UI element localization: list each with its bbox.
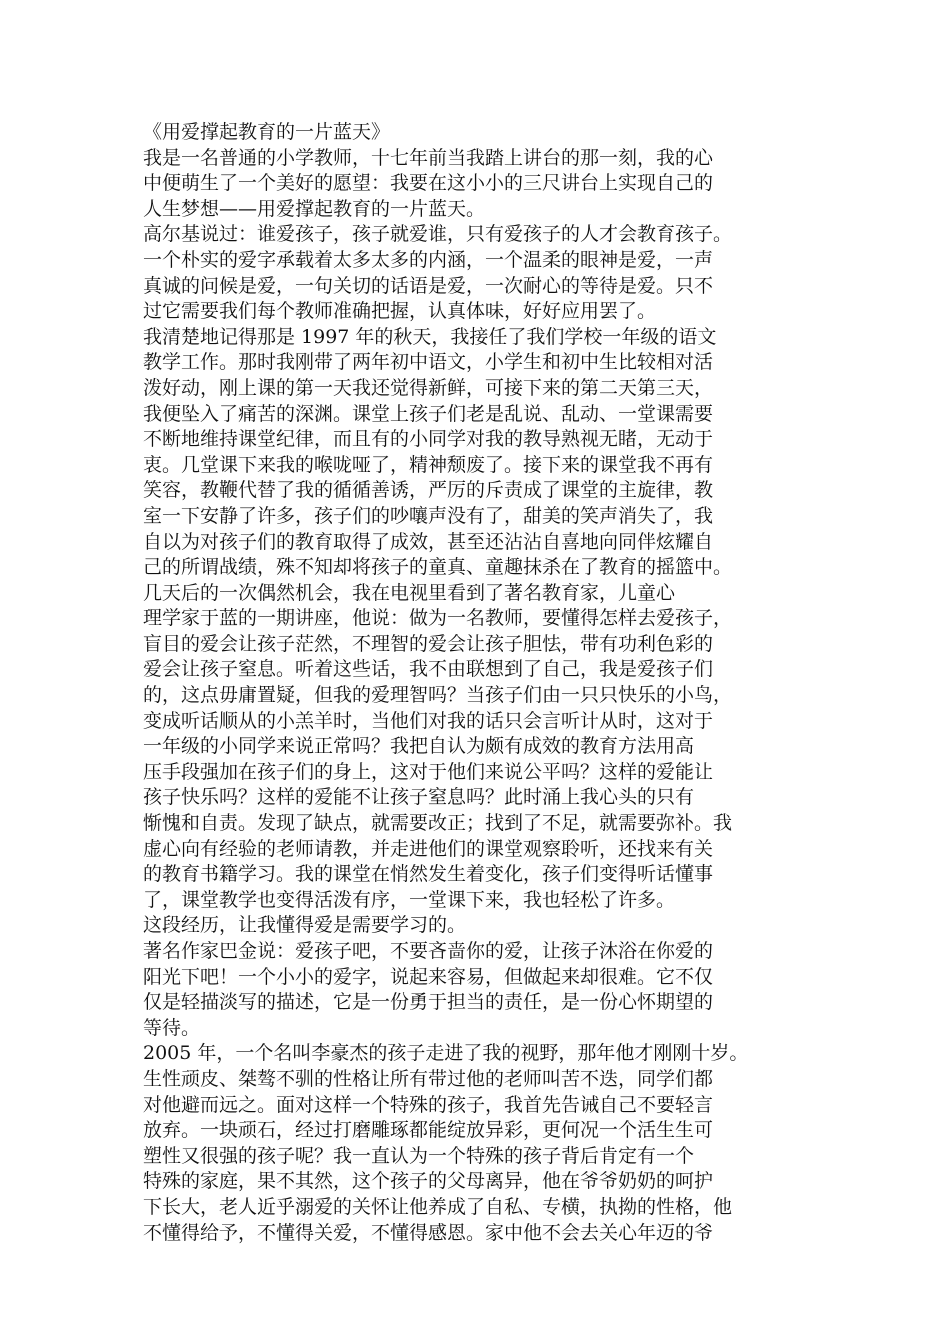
- text-line: 压手段强加在孩子们的身上，这对于他们来说公平吗？这样的爱能让: [143, 760, 714, 783]
- text-line: 的，这点毋庸置疑，但我的爱理智吗？当孩子们由一只只快乐的小鸟，: [143, 684, 733, 707]
- text-line: 放弃。一块顽石，经过打磨雕琢都能绽放异彩，更何况一个活生生可: [143, 1119, 714, 1142]
- document-title: 《用爱撑起教育的一片蓝天》: [143, 121, 391, 143]
- text-line: 盲目的爱会让孩子茫然，不理智的爱会让孩子胆怯，带有功利色彩的: [143, 632, 714, 655]
- text-line: 2005 年，一个名叫李豪杰的孩子走进了我的视野，那年他才刚刚十岁。: [143, 1042, 749, 1065]
- text-line: 我便坠入了痛苦的深渊。课堂上孩子们老是乱说、乱动、一堂课需要: [143, 402, 714, 425]
- text-line: 这段经历，让我懂得爱是需要学习的。: [143, 914, 467, 937]
- text-line: 孩子快乐吗？这样的爱能不让孩子窒息吗？此时涌上我心头的只有: [143, 786, 695, 809]
- text-line: 不懂得给予，不懂得关爱，不懂得感恩。家中他不会去关心年迈的爷: [143, 1221, 714, 1244]
- text-line: 塑性又很强的孩子呢？我一直认为一个特殊的孩子背后肯定有一个: [143, 1144, 695, 1167]
- text-line: 泼好动，刚上课的第一天我还觉得新鲜，可接下来的第二天第三天，: [143, 376, 714, 399]
- text-line: 对他避而远之。面对这样一个特殊的孩子，我首先告诫自己不要轻言: [143, 1093, 714, 1116]
- text-line: 真诚的问候是爱，一句关切的话语是爱，一次耐心的等待是爱。只不: [143, 274, 714, 297]
- text-line: 笑容，教鞭代替了我的循循善诱，严厉的斥责成了课堂的主旋律，教: [143, 479, 714, 502]
- text-line: 一个朴实的爱字承载着太多太多的内涵，一个温柔的眼神是爱，一声: [143, 248, 714, 271]
- text-line: 中便萌生了一个美好的愿望：我要在这小小的三尺讲台上实现自己的: [143, 172, 714, 195]
- text-line: 高尔基说过：谁爱孩子，孩子就爱谁，只有爱孩子的人才会教育孩子。: [143, 223, 733, 246]
- text-line: 爱会让孩子窒息。听着这些话，我不由联想到了自己，我是爱孩子们: [143, 658, 714, 681]
- text-line: 己的所谓战绩，殊不知却将孩子的童真、童趣抹杀在了教育的摇篮中。: [143, 556, 733, 579]
- text-line: 下长大，老人近乎溺爱的关怀让他养成了自私、专横，执拗的性格，他: [143, 1195, 733, 1218]
- text-line: 人生梦想——用爱撑起教育的一片蓝天。: [143, 197, 486, 220]
- text-line: 特殊的家庭，果不其然，这个孩子的父母离异，他在爷爷奶奶的呵护: [143, 1170, 714, 1193]
- text-line: 变成听话顺从的小羔羊时，当他们对我的话只会言听计从时，这对于: [143, 709, 714, 732]
- text-line: 自以为对孩子们的教育取得了成效，甚至还沾沾自喜地向同伴炫耀自: [143, 530, 714, 553]
- text-line: 教学工作。那时我刚带了两年初中语文，小学生和初中生比较相对活: [143, 351, 714, 374]
- text-line: 仅是轻描淡写的描述，它是一份勇于担当的责任，是一份心怀期望的: [143, 991, 714, 1014]
- text-line: 理学家于蓝的一期讲座，他说：做为一名教师，要懂得怎样去爱孩子，: [143, 607, 733, 630]
- text-line: 室一下安静了许多，孩子们的吵嚷声没有了，甜美的笑声消失了，我: [143, 504, 714, 527]
- text-line: 衷。几堂课下来我的喉咙哑了，精神颓废了。接下来的课堂我不再有: [143, 453, 714, 476]
- text-line: 阳光下吧！一个小小的爱字，说起来容易，但做起来却很难。它不仅: [143, 965, 714, 988]
- text-line: 了，课堂教学也变得活泼有序，一堂课下来，我也轻松了许多。: [143, 888, 676, 911]
- text-line: 一年级的小同学来说正常吗？我把自认为颇有成效的教育方法用高: [143, 735, 695, 758]
- text-line: 的教育书籍学习。我的课堂在悄然发生着变化，孩子们变得听话懂事: [143, 863, 714, 886]
- text-line: 不断地维持课堂纪律，而且有的小同学对我的教导熟视无睹，无动于: [143, 428, 714, 451]
- text-line: 虚心向有经验的老师请教，并走进他们的课堂观察聆听，还找来有关: [143, 837, 714, 860]
- text-line: 生性顽皮、桀骜不驯的性格让所有带过他的老师叫苦不迭，同学们都: [143, 1067, 714, 1090]
- text-line: 惭愧和自责。发现了缺点，就需要改正；找到了不足，就需要弥补。我: [143, 812, 733, 835]
- text-line: 等待。: [143, 1016, 201, 1039]
- text-line: 著名作家巴金说：爱孩子吧，不要吝啬你的爱，让孩子沐浴在你爱的: [143, 940, 714, 962]
- text-line: 我清楚地记得那是 1997 年的秋天，我接任了我们学校一年级的语文: [143, 325, 717, 348]
- text-line: 过它需要我们每个教师准确把握，认真体味，好好应用罢了。: [143, 300, 657, 323]
- document-body: [143, 120, 833, 1246]
- text-line: 几天后的一次偶然机会，我在电视里看到了著名教育家，儿童心: [143, 581, 676, 604]
- text-line: 我是一名普通的小学教师，十七年前当我踏上讲台的那一刻，我的心: [143, 146, 714, 169]
